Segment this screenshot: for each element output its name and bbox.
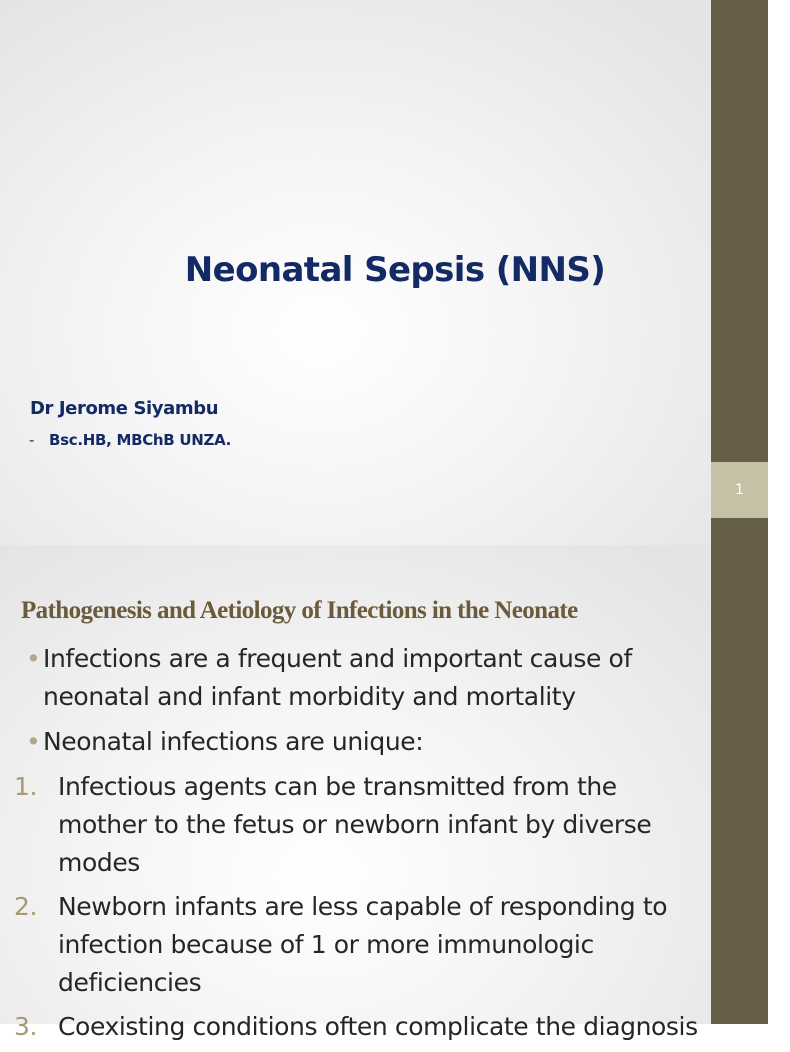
numbered-item (0, 768, 711, 882)
credentials-text: Bsc.HB, MBChB UNZA. (49, 431, 232, 449)
bullet-text: Infections are a frequent and important cause of neonatal and infant morbidity and mortality (43, 644, 632, 711)
content-slide (0, 545, 768, 1041)
bullet-icon: • (26, 727, 41, 756)
numbered-item (0, 1008, 711, 1046)
sidebar-decoration (711, 545, 768, 1024)
bullet-item (0, 640, 711, 716)
author-name: Dr Jerome Siyambu (30, 398, 219, 419)
bullet-icon: • (26, 644, 41, 673)
bullet-item (0, 723, 711, 761)
slide-body (0, 640, 711, 1052)
item-text: Infectious agents can be transmitted from the mother to the fetus or newborn infant by diverse modes (58, 772, 652, 877)
page-number: 1 (711, 462, 768, 518)
slide-heading: Pathogenesis and Aetiology of Infections in the Neonate (21, 597, 578, 624)
numbered-item (0, 888, 711, 1002)
item-number: 3. (14, 1012, 38, 1041)
bullet-text: Neonatal infections are unique: (43, 727, 424, 756)
slide-title: Neonatal Sepsis (NNS) (184, 250, 606, 290)
dash-marker: - (29, 431, 35, 449)
author-credentials (29, 431, 231, 449)
item-number: 1. (14, 772, 38, 801)
item-text: Coexisting conditions often complicate the diagnosis (58, 1012, 698, 1041)
item-text: Newborn infants are less capable of responding to infection because of 1 or more immunologic deficiencies (58, 892, 668, 997)
item-number: 2. (14, 892, 38, 921)
